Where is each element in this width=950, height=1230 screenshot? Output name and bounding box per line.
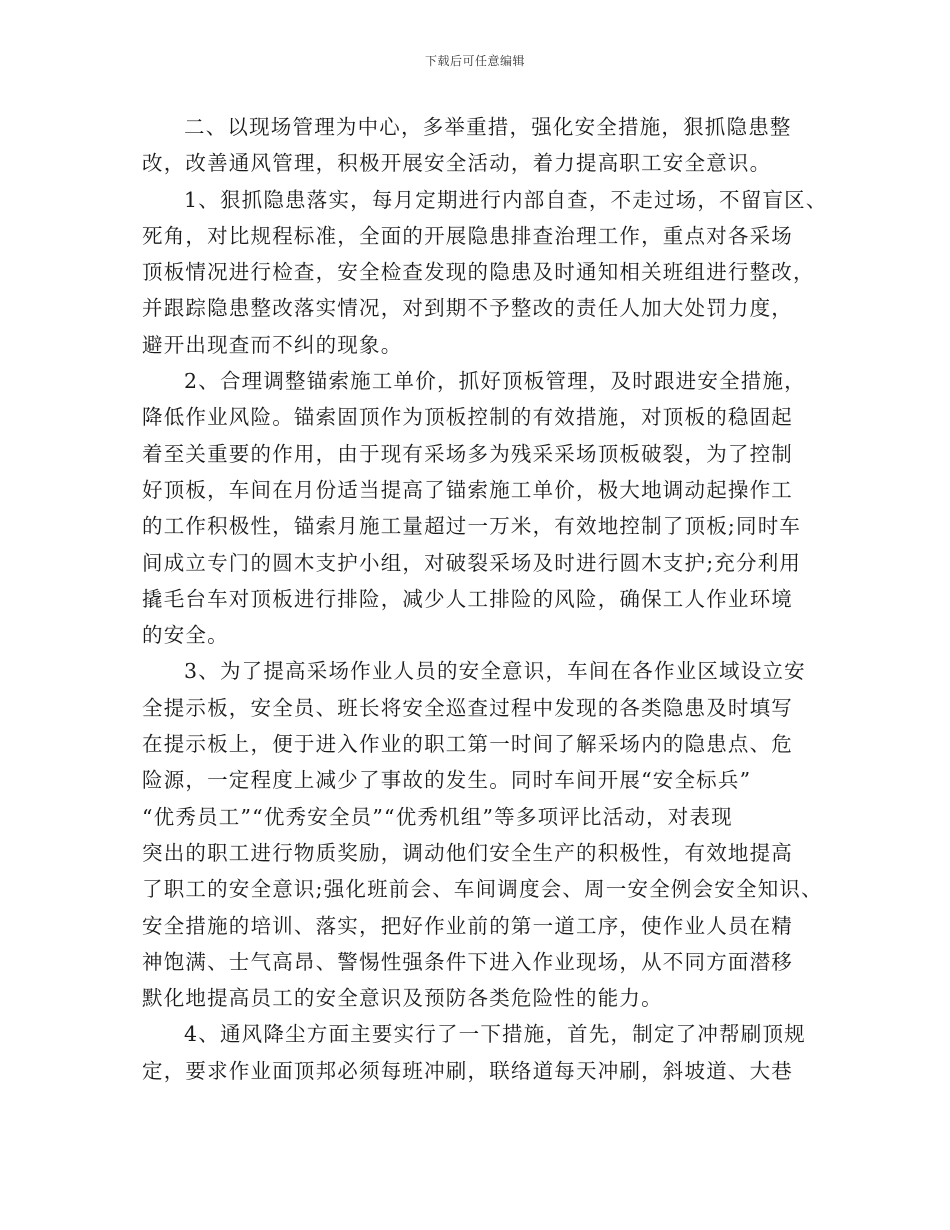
text-line: 定，要求作业面顶邦必须每班冲刷，联络道每天冲刷，斜坡道、大巷 <box>142 1058 793 1083</box>
text-line: 改，改善通风管理，积极开展安全活动，着力提高职工安全意识。 <box>142 151 772 176</box>
text-line: 全提示板，安全员、班长将安全巡查过程中发现的各类隐患及时填写 <box>142 695 793 720</box>
text-line: 1、狠抓隐患落实，每月定期进行内部自查，不走过场，不留盲区、 <box>184 187 828 212</box>
text-line: 神饱满、士气高昂、警惕性强条件下进入作业现场，从不同方面潜移 <box>142 949 793 974</box>
text-line: 在提示板上，便于进入作业的职工第一时间了解采场内的隐患点、危 <box>142 732 793 757</box>
text-line: 突出的职工进行物质奖励，调动他们安全生产的积极性，有效地提高 <box>142 840 793 865</box>
header-note: 下载后可任意编辑 <box>424 54 525 68</box>
text-line: 死角，对比规程标准，全面的开展隐患排查治理工作，重点对各采场 <box>142 223 793 248</box>
text-line: 着至关重要的作用，由于现有采场多为残采采场顶板破裂，为了控制 <box>142 441 793 466</box>
text-line: 2、合理调整锚索施工单价，抓好顶板管理，及时跟进安全措施， <box>184 369 806 394</box>
text-line: “优秀员工”“优秀安全员”“优秀机组”等多项评比活动，对表现 <box>142 804 733 829</box>
text-line: 3、为了提高采场作业人员的安全意识，车间在各作业区域设立安 <box>184 659 806 684</box>
text-line: 二、以现场管理为中心，多举重措，强化安全措施，狠抓隐患整 <box>184 115 792 139</box>
text-line: 的安全。 <box>142 623 229 648</box>
text-line: 并跟踪隐患整改落实情况，对到期不予整改的责任人加大处罚力度， <box>142 296 793 321</box>
text-line: 避开出现查而不纠的现象。 <box>142 332 403 357</box>
text-line: 撬毛台车对顶板进行排险，减少人工排险的风险，确保工人作业环境 <box>142 586 793 611</box>
document-body <box>142 109 828 1089</box>
text-line: 4、通风降尘方面主要实行了一下措施，首先，制定了冲帮刷顶规 <box>184 1022 806 1047</box>
text-line: 默化地提高员工的安全意识及预防各类危险性的能力。 <box>142 986 663 1011</box>
text-line: 了职工的安全意识;强化班前会、车间调度会、周一安全例会安全知识、 <box>142 877 823 902</box>
text-line: 险源，一定程度上减少了事故的发生。同时车间开展“安全标兵” <box>142 768 752 793</box>
text-line: 间成立专门的圆木支护小组，对破裂采场及时进行圆木支护;充分利用 <box>142 550 802 575</box>
text-line: 好顶板，车间在月份适当提高了锚索施工单价，极大地调动起操作工 <box>142 477 793 502</box>
text-line: 顶板情况进行检查，安全检查发现的隐患及时通知相关班组进行整改， <box>142 260 815 285</box>
text-line: 的工作积极性，锚索月施工量超过一万米，有效地控制了顶板;同时车 <box>142 514 802 539</box>
text-line: 安全措施的培训、落实，把好作业前的第一道工序，使作业人员在精 <box>142 913 793 938</box>
text-line: 降低作业风险。锚索固顶作为顶板控制的有效措施，对顶板的稳固起 <box>142 405 793 430</box>
